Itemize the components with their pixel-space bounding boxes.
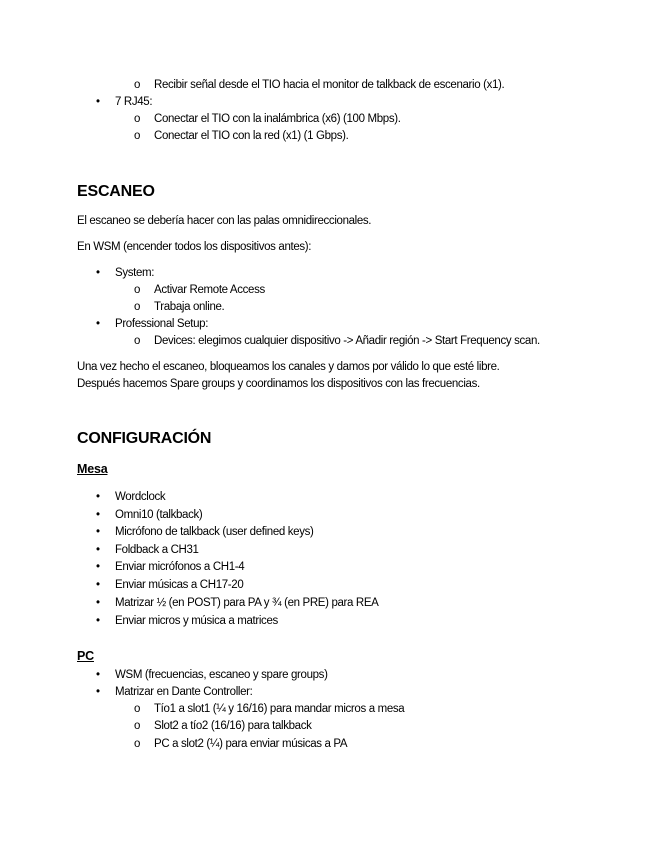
level1-bullet: •: [96, 597, 100, 609]
list-item: Trabaja online.: [154, 301, 225, 313]
subheading-mesa: Mesa: [77, 462, 108, 476]
paragraph: El escaneo se debería hacer con las palas omnidireccionales.: [77, 215, 372, 227]
list-item: Omni10 (talkback): [115, 509, 203, 521]
list-item: Slot2 a tío2 (16/16) para talkback: [154, 720, 312, 732]
paragraph: Una vez hecho el escaneo, bloqueamos los canales y damos por válido lo que esté libre.: [77, 361, 500, 373]
level1-bullet: •: [96, 96, 100, 108]
list-item: Matrizar en Dante Controller:: [115, 686, 253, 698]
level1-bullet: •: [96, 509, 100, 521]
paragraph: En WSM (encender todos los dispositivos antes):: [77, 241, 312, 253]
level1-bullet: •: [96, 686, 100, 698]
level2-bullet: o: [134, 79, 141, 91]
level2-bullet: o: [134, 113, 141, 125]
list-item: WSM (frecuencias, escaneo y spare groups): [115, 669, 328, 681]
level2-bullet: o: [134, 738, 141, 750]
list-item: Micrófono de talkback (user defined keys): [115, 526, 314, 538]
paragraph: Después hacemos Spare groups y coordinamos los dispositivos con las frecuencias.: [77, 378, 480, 390]
list-item: Enviar músicas a CH17-20: [115, 579, 244, 591]
level2-bullet: o: [134, 335, 141, 347]
list-item: Matrizar ½ (en POST) para PA y ¾ (en PRE) para REA: [115, 597, 379, 609]
list-item: Enviar micros y música a matrices: [115, 615, 278, 627]
list-item: Professional Setup:: [115, 318, 209, 330]
list-item: Wordclock: [115, 491, 166, 503]
list-item: Recibir señal desde el TIO hacia el monitor de talkback de escenario (x1).: [154, 79, 505, 91]
level1-bullet: •: [96, 561, 100, 573]
list-item: Conectar el TIO con la red (x1) (1 Gbps).: [154, 130, 349, 142]
list-item: Foldback a CH31: [115, 544, 199, 556]
level1-bullet: •: [96, 267, 100, 279]
level2-bullet: o: [134, 703, 141, 715]
list-item: Tío1 a slot1 (¼ y 16/16) para mandar micros a mesa: [154, 703, 405, 715]
level1-bullet: •: [96, 526, 100, 538]
section-heading-escaneo: ESCANEO: [77, 183, 155, 200]
level1-bullet: •: [96, 669, 100, 681]
list-item: 7 RJ45:: [115, 96, 153, 108]
list-item: Activar Remote Access: [154, 284, 265, 296]
list-item: Devices: elegimos cualquier dispositivo -> Añadir región -> Start Frequency scan.: [154, 335, 540, 347]
level2-bullet: o: [134, 720, 141, 732]
list-item: PC a slot2 (¼) para enviar músicas a PA: [154, 738, 348, 750]
list-item: Enviar micrófonos a CH1-4: [115, 561, 245, 573]
list-item: Conectar el TIO con la inalámbrica (x6) (100 Mbps).: [154, 113, 401, 125]
level1-bullet: •: [96, 544, 100, 556]
level1-bullet: •: [96, 579, 100, 591]
level2-bullet: o: [134, 301, 141, 313]
list-item: System:: [115, 267, 155, 279]
level2-bullet: o: [134, 130, 141, 142]
level2-bullet: o: [134, 284, 141, 296]
level1-bullet: •: [96, 615, 100, 627]
section-heading-configuracion: CONFIGURACIÓN: [77, 430, 212, 447]
level1-bullet: •: [96, 318, 100, 330]
subheading-pc: PC: [77, 649, 94, 663]
level1-bullet: •: [96, 491, 100, 503]
